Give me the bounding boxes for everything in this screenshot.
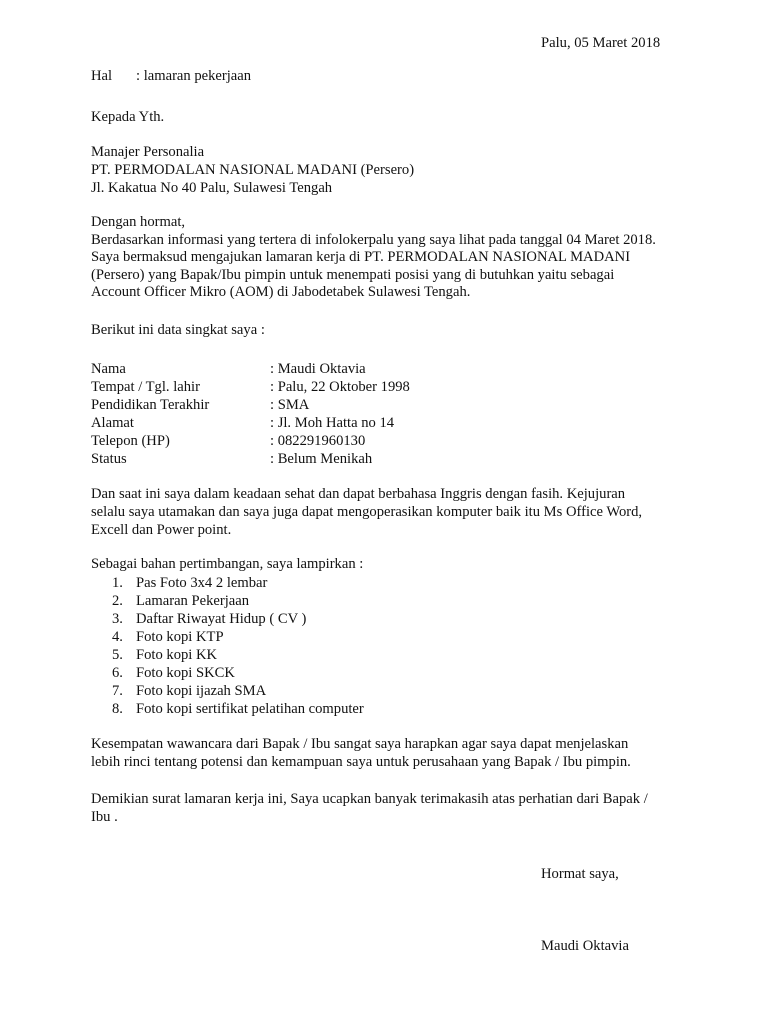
paragraph-line: Account Officer Mikro (AOM) di Jabodetabek Sulawesi Tengah. (91, 284, 471, 301)
recipient-title: Manajer Personalia (91, 144, 205, 160)
subject-label: Hal (91, 68, 113, 84)
paragraph-line: Ibu . (91, 809, 118, 825)
list-item (112, 700, 364, 718)
salutation: Dengan hormat, (91, 214, 186, 230)
personal-data-table (91, 360, 410, 468)
letter-date: Palu, 05 Maret 2018 (541, 35, 661, 51)
recipient-address: Jl. Kakatua No 40 Palu, Sulawesi Tengah (91, 180, 333, 196)
list-number: 5. (112, 647, 123, 663)
data-value: : Palu, 22 Oktober 1998 (270, 379, 410, 395)
data-label: Tempat / Tgl. lahir (91, 379, 200, 395)
paragraph-line: Kesempatan wawancara dari Bapak / Ibu sangat saya harapkan agar saya dapat menjelaskan (91, 736, 629, 752)
recipient-company: PT. PERMODALAN NASIONAL MADANI (Persero) (91, 162, 415, 178)
data-value: : Jl. Moh Hatta no 14 (270, 415, 395, 431)
data-value: : Belum Menikah (270, 451, 373, 467)
list-text: Foto kopi KTP (136, 629, 224, 645)
attachments-list (112, 574, 364, 718)
paragraph-line: Dan saat ini saya dalam keadaan sehat dan dapat berbahasa Inggris dengan fasih. Kejujuran (91, 486, 626, 502)
paragraph-line: selalu saya utamakan dan saya juga dapat mengoperasikan komputer baik itu Ms Office Word, (91, 504, 643, 520)
data-label: Alamat (91, 415, 134, 431)
data-value: : 082291960130 (270, 433, 366, 449)
paragraph-line: (Persero) yang Bapak/Ibu pimpin untuk menempati posisi yang di butuhkan yaitu sebagai (91, 266, 615, 283)
list-text: Foto kopi KK (136, 647, 218, 663)
paragraph-line: Excell dan Power point. (91, 522, 232, 538)
list-text: Foto kopi SKCK (136, 665, 235, 681)
to-label: Kepada Yth. (91, 109, 165, 125)
data-row (91, 450, 410, 468)
list-item (112, 628, 364, 646)
subject-value: : lamaran pekerjaan (136, 68, 252, 84)
opening-paragraph (91, 214, 656, 302)
recipient-block (91, 143, 414, 197)
list-item (112, 610, 364, 628)
data-label: Status (91, 451, 127, 467)
data-label: Nama (91, 361, 126, 377)
attachments-intro: Sebagai bahan pertimbangan, saya lampirkan : (91, 556, 364, 572)
list-text: Foto kopi ijazah SMA (136, 683, 267, 699)
skills-paragraph (91, 485, 642, 539)
paragraph-line: Saya bermaksud mengajukan lamaran kerja di PT. PERMODALAN NASIONAL MADANI (91, 249, 631, 266)
list-number: 4. (112, 629, 123, 645)
closing-paragraph (91, 790, 648, 826)
list-item (112, 682, 364, 700)
paragraph-line: Berdasarkan informasi yang tertera di infolokerpalu yang saya lihat pada tanggal 04 Maret 2018. (91, 231, 656, 248)
closing-phrase: Hormat saya, (541, 866, 619, 882)
list-number: 7. (112, 683, 123, 699)
list-number: 6. (112, 665, 123, 681)
list-number: 3. (112, 611, 123, 627)
list-text: Daftar Riwayat Hidup ( CV ) (136, 611, 307, 627)
list-number: 2. (112, 593, 123, 609)
list-text: Pas Foto 3x4 2 lembar (136, 575, 268, 591)
data-label: Pendidikan Terakhir (91, 397, 210, 413)
data-intro: Berikut ini data singkat saya : (91, 322, 265, 338)
data-row (91, 378, 410, 396)
interview-paragraph (91, 735, 631, 771)
data-row (91, 414, 410, 432)
list-text: Lamaran Pekerjaan (136, 593, 250, 609)
list-item (112, 664, 364, 682)
paragraph-line: Demikian surat lamaran kerja ini, Saya ucapkan banyak terimakasih atas perhatian dari Bapak / (91, 791, 648, 807)
list-item (112, 646, 364, 664)
list-item (112, 574, 364, 592)
data-value: : Maudi Oktavia (270, 361, 366, 377)
signer-name: Maudi Oktavia (541, 938, 629, 954)
data-label: Telepon (HP) (91, 433, 170, 449)
list-number: 8. (112, 701, 123, 717)
list-item (112, 592, 364, 610)
data-row (91, 360, 410, 378)
list-number: 1. (112, 575, 123, 591)
list-text: Foto kopi sertifikat pelatihan computer (136, 701, 364, 717)
data-row (91, 396, 410, 414)
data-row (91, 432, 410, 450)
data-value: : SMA (270, 397, 310, 413)
paragraph-line: lebih rinci tentang potensi dan kemampuan saya untuk perusahaan yang Bapak / Ibu pimpin. (91, 754, 631, 770)
